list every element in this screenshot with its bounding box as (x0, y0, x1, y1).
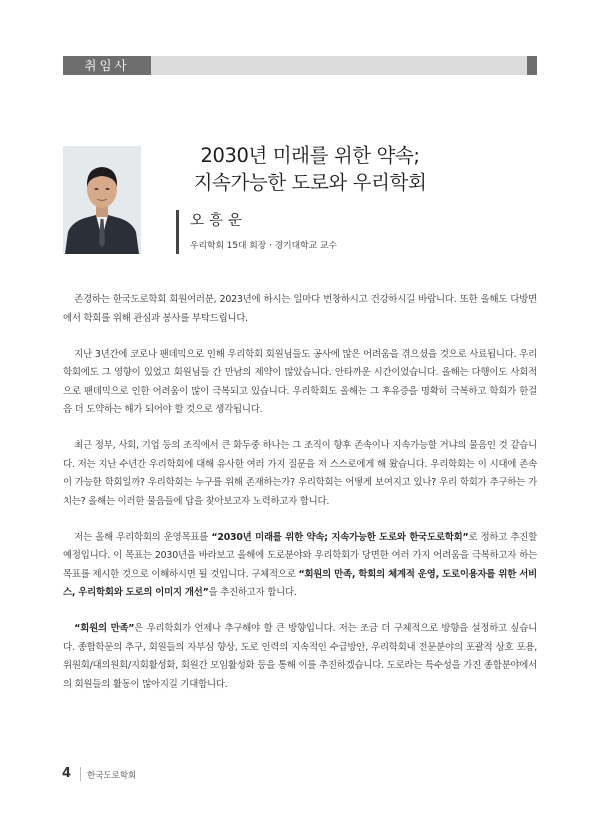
author-role: 우리학회 15대 회장 · 경기대학교 교수 (190, 241, 337, 251)
paragraph-3: 최근 정부, 사회, 기업 등의 조직에서 큰 화두중 하나는 그 조직이 향후 존속이나 지속가능할 거냐의 물음인 것 같습니다. 저는 지난 수년간 우리학회에 대해 유사한 여러 가지 질문을 저 스스로에게 해 왔습니다. 우리학회는 이 시대에 존속이 가능한 학회일까? 우리학회는 누구를 위해 존재하는가? 우리학회는 어떻게 보여지고 있나? 우리 학회가 추구하는 가치는? 올해는 이러한 물음들에 답을 찾아보고자 노력하고자 합니다. (63, 440, 537, 507)
paragraph-4-text-c: 로 정하고 추진할 예정입니다. 이 목표는 2030년을 바라보고 올해에 도로분야와 우리학회가 당면한 여러 가지 어려움을 극복하고자 하는 목표를 제시한 것으로 이해하시면 될 것입니다. 구체적으로 (63, 531, 538, 580)
title-line-1: 2030년 미래를 위한 약속; (200, 144, 420, 167)
page-number: 4 (62, 766, 72, 781)
author-name: 오흥운 (190, 213, 248, 229)
section-header-bar (63, 56, 537, 75)
paragraph-4 (63, 529, 537, 603)
paragraph-5 (63, 620, 537, 694)
paragraph-4-text-e: 을 추진하고자 합니다. (208, 587, 297, 598)
body-text (63, 291, 537, 712)
paragraph-4-plan-emphasis: “회원의 만족, 학회의 체계적 운영, 도로이용자를 위한 서비스, 우리학회와 도로의 이미지 개선” (63, 568, 537, 598)
footer-divider (80, 767, 81, 781)
document-title (160, 142, 460, 196)
title-line-2: 지속가능한 도로와 우리학회 (193, 171, 427, 194)
section-label: 취임사 (63, 56, 151, 75)
paragraph-5-emphasis: “회원의 만족” (74, 623, 135, 634)
paragraph-5-text: 은 우리학회가 언제나 추구해야 할 큰 방향입니다. 저는 조금 더 구체적으로 방향을 설정하고 싶습니다. 종합학문의 추구, 회원들의 자부심 향상, 도로 인력의 지속적인 수급방안, 우리학회내 전문분야의 포괄적 상호 포용, 위원회/대의원회/지회활성화, 회원간 모임활성화 등을 통해 이를 추진하겠습니다. 도로라는 특수성을 가진 종합분야에서의 회원들의 활동이 많아지길 기대합니다. (63, 623, 537, 690)
paragraph-4-goal-emphasis: “2030년 미래를 위한 약속; 지속가능한 도로와 한국도로학회” (211, 531, 469, 543)
paragraph-4-text-a: 저는 올해 우리학회의 운영목표를 (74, 531, 212, 543)
author-accent-bar (176, 210, 179, 254)
paragraph-1: 존경하는 한국도로학회 회원여러분, 2023년에 하시는 일마다 번창하시고 건강하시길 바랍니다. 또한 올해도 다방면에서 학회를 위해 관심과 봉사를 부탁드립니다. (63, 294, 537, 324)
author-portrait (63, 146, 141, 254)
footer-organization: 한국도로학회 (87, 771, 137, 781)
header-end-block (527, 56, 537, 75)
paragraph-2: 지난 3년간에 코로나 팬데믹으로 인해 우리학회 회원님들도 공사에 많은 어려움을 겪으셨을 것으로 사료됩니다. 우리학회에도 그 영향이 있었고 회원님들 간 만남의 제약이 많았습니다. 안타까운 시간이었습니다. 올해는 다행이도 사회적으로 팬데믹으로 인한 어려움이 많이 극복되고 있습니다. 우리학회도 올해는 그 후유증을 명확히 극복하고 학회가 한걸음 더 도약하는 해가 되어야 할 것으로 생각됩니다. (63, 348, 537, 415)
